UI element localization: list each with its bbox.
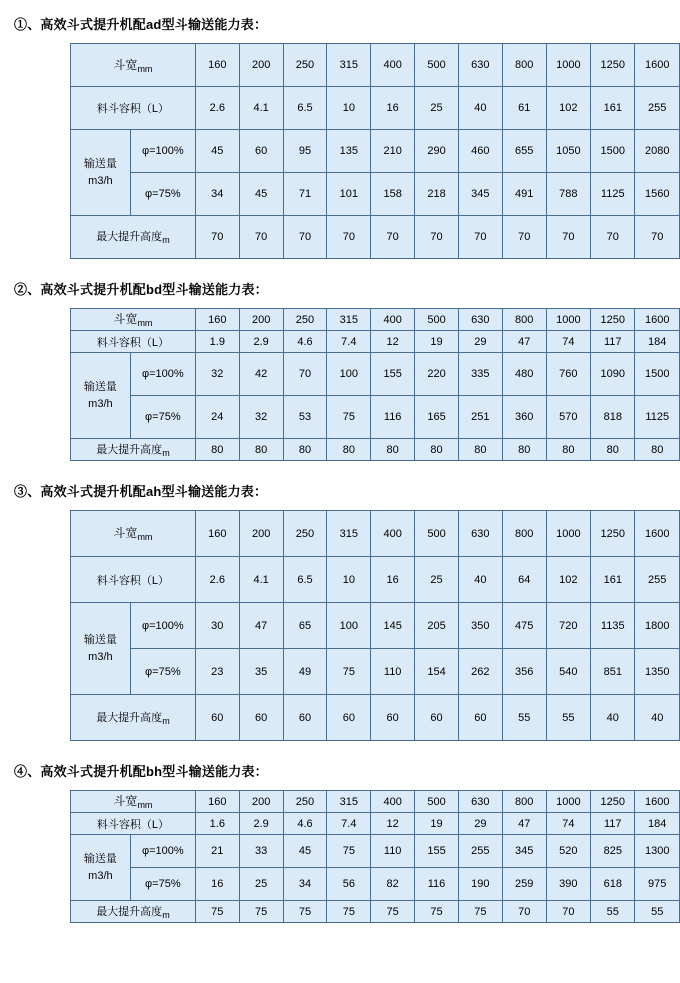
cell-height: 80 (371, 439, 415, 461)
capacity-table-ah (70, 510, 680, 741)
cell-phi75: 345 (458, 173, 502, 216)
row-label-throughput: 输送量 m3/h (71, 603, 131, 695)
cell-width: 800 (502, 44, 546, 87)
cell-width: 630 (458, 44, 502, 87)
cell-phi100: 825 (591, 835, 635, 868)
cell-width: 315 (327, 511, 371, 557)
cell-phi75: 82 (371, 868, 415, 901)
cell-width: 630 (458, 309, 502, 331)
cell-width: 1250 (591, 309, 635, 331)
cell-phi100: 220 (415, 353, 459, 396)
cell-phi75: 25 (239, 868, 283, 901)
cell-width: 500 (415, 791, 459, 813)
cell-phi100: 47 (239, 603, 283, 649)
cell-phi75: 1560 (635, 173, 680, 216)
cell-width: 250 (283, 44, 327, 87)
cell-phi100: 1090 (591, 353, 635, 396)
table-row-phi100 (71, 835, 680, 868)
cell-phi100: 460 (458, 130, 502, 173)
table-row-height (71, 901, 680, 923)
cell-phi100: 1050 (546, 130, 590, 173)
cell-volume: 40 (458, 557, 502, 603)
section-title-bd: ②、高效斗式提升机配bd型斗输送能力表： (14, 282, 268, 297)
cell-volume: 64 (502, 557, 546, 603)
cell-volume: 4.1 (239, 557, 283, 603)
cell-phi100: 350 (458, 603, 502, 649)
cell-width: 200 (239, 44, 283, 87)
cell-height: 75 (327, 901, 371, 923)
cell-phi75: 158 (371, 173, 415, 216)
cell-volume: 4.6 (283, 813, 327, 835)
cell-volume: 102 (546, 87, 590, 130)
cell-width: 200 (239, 309, 283, 331)
cell-phi75: 116 (415, 868, 459, 901)
cell-phi100: 720 (546, 603, 590, 649)
cell-phi75: 34 (283, 868, 327, 901)
row-label-width: 斗宽$_{mm}$ (71, 791, 196, 813)
cell-height: 70 (546, 901, 590, 923)
section-title-ad: ①、高效斗式提升机配ad型斗输送能力表： (14, 17, 268, 32)
cell-phi100: 42 (239, 353, 283, 396)
cell-phi75: 788 (546, 173, 590, 216)
table-row-width (71, 511, 680, 557)
cell-phi75: 356 (502, 649, 546, 695)
cell-phi100: 480 (502, 353, 546, 396)
cell-volume: 255 (635, 557, 680, 603)
cell-height: 40 (591, 695, 635, 741)
cell-phi100: 205 (415, 603, 459, 649)
cell-height: 60 (195, 695, 239, 741)
cell-phi100: 45 (283, 835, 327, 868)
cell-phi100: 95 (283, 130, 327, 173)
cell-phi100: 32 (195, 353, 239, 396)
row-label-phi100: φ=100% (130, 603, 195, 649)
cell-phi75: 165 (415, 396, 459, 439)
cell-phi75: 16 (195, 868, 239, 901)
cell-height: 60 (371, 695, 415, 741)
cell-phi75: 23 (195, 649, 239, 695)
cell-phi75: 1350 (635, 649, 680, 695)
cell-height: 80 (195, 439, 239, 461)
cell-width: 1000 (546, 791, 590, 813)
cell-width: 200 (239, 511, 283, 557)
cell-width: 315 (327, 44, 371, 87)
cell-width: 250 (283, 791, 327, 813)
cell-volume: 2.9 (239, 331, 283, 353)
row-label-phi75: φ=75% (130, 396, 195, 439)
cell-width: 160 (195, 44, 239, 87)
cell-height: 60 (327, 695, 371, 741)
cell-phi75: 251 (458, 396, 502, 439)
cell-width: 1250 (591, 791, 635, 813)
cell-height: 70 (195, 216, 239, 259)
cell-phi75: 818 (591, 396, 635, 439)
cell-phi75: 34 (195, 173, 239, 216)
cell-phi75: 110 (371, 649, 415, 695)
cell-height: 60 (239, 695, 283, 741)
cell-width: 800 (502, 511, 546, 557)
section-bd (0, 279, 680, 461)
cell-width: 160 (195, 791, 239, 813)
cell-volume: 2.9 (239, 813, 283, 835)
cell-volume: 25 (415, 557, 459, 603)
cell-width: 250 (283, 309, 327, 331)
table-wrap-bd (70, 308, 680, 461)
table-row-height (71, 216, 680, 259)
cell-volume: 25 (415, 87, 459, 130)
cell-width: 500 (415, 511, 459, 557)
cell-height: 70 (502, 216, 546, 259)
table-row-phi100 (71, 603, 680, 649)
cell-phi100: 45 (195, 130, 239, 173)
cell-width: 500 (415, 309, 459, 331)
cell-phi100: 520 (546, 835, 590, 868)
cell-phi75: 53 (283, 396, 327, 439)
cell-phi75: 49 (283, 649, 327, 695)
table-row-volume (71, 557, 680, 603)
cell-height: 40 (635, 695, 680, 741)
cell-height: 60 (458, 695, 502, 741)
cell-height: 55 (546, 695, 590, 741)
cell-height: 70 (371, 216, 415, 259)
cell-height: 75 (371, 901, 415, 923)
cell-height: 55 (591, 901, 635, 923)
cell-height: 70 (327, 216, 371, 259)
cell-volume: 12 (371, 331, 415, 353)
row-label-phi100: φ=100% (130, 130, 195, 173)
cell-phi75: 71 (283, 173, 327, 216)
cell-phi100: 1500 (635, 353, 680, 396)
cell-width: 400 (371, 44, 415, 87)
cell-phi100: 155 (415, 835, 459, 868)
cell-width: 800 (502, 791, 546, 813)
row-label-throughput: 输送量 m3/h (71, 130, 131, 216)
cell-phi75: 218 (415, 173, 459, 216)
cell-volume: 117 (591, 331, 635, 353)
cell-height: 80 (283, 439, 327, 461)
cell-height: 80 (591, 439, 635, 461)
cell-height: 80 (635, 439, 680, 461)
cell-width: 250 (283, 511, 327, 557)
cell-volume: 6.5 (283, 557, 327, 603)
cell-phi100: 135 (327, 130, 371, 173)
cell-phi100: 760 (546, 353, 590, 396)
cell-phi75: 491 (502, 173, 546, 216)
table-wrap-ad (70, 43, 680, 259)
cell-phi100: 70 (283, 353, 327, 396)
row-label-width: 斗宽$_{mm}$ (71, 309, 196, 331)
table-wrap-ah (70, 510, 680, 741)
cell-volume: 2.6 (195, 557, 239, 603)
cell-phi75: 56 (327, 868, 371, 901)
cell-height: 75 (239, 901, 283, 923)
cell-height: 80 (415, 439, 459, 461)
section-ad (0, 14, 680, 259)
cell-width: 200 (239, 791, 283, 813)
row-label-height: 最大提升高度$_m$ (71, 695, 196, 741)
row-label-phi75: φ=75% (130, 173, 195, 216)
cell-width: 160 (195, 511, 239, 557)
table-row-phi75 (71, 868, 680, 901)
row-label-phi75: φ=75% (130, 649, 195, 695)
cell-volume: 7.4 (327, 331, 371, 353)
table-row-height (71, 695, 680, 741)
cell-phi75: 262 (458, 649, 502, 695)
cell-width: 1000 (546, 309, 590, 331)
section-title-ah: ③、高效斗式提升机配ah型斗输送能力表： (14, 484, 268, 499)
cell-volume: 1.9 (195, 331, 239, 353)
cell-height: 75 (195, 901, 239, 923)
cell-phi75: 360 (502, 396, 546, 439)
cell-width: 630 (458, 791, 502, 813)
cell-volume: 6.5 (283, 87, 327, 130)
cell-volume: 4.6 (283, 331, 327, 353)
section-ah (0, 481, 680, 741)
cell-phi100: 60 (239, 130, 283, 173)
spacer (0, 263, 680, 279)
cell-width: 800 (502, 309, 546, 331)
cell-volume: 12 (371, 813, 415, 835)
cell-phi100: 30 (195, 603, 239, 649)
cell-volume: 1.6 (195, 813, 239, 835)
cell-phi100: 145 (371, 603, 415, 649)
cell-height: 80 (327, 439, 371, 461)
table-row-height (71, 439, 680, 461)
cell-phi75: 1125 (635, 396, 680, 439)
cell-width: 400 (371, 511, 415, 557)
cell-phi100: 345 (502, 835, 546, 868)
row-label-volume: 料斗容积（L） (71, 331, 196, 353)
cell-phi100: 1500 (591, 130, 635, 173)
spacer (0, 465, 680, 481)
cell-volume: 47 (502, 813, 546, 835)
cell-height: 80 (546, 439, 590, 461)
cell-volume: 16 (371, 557, 415, 603)
cell-volume: 10 (327, 87, 371, 130)
section-bh (0, 761, 680, 923)
cell-height: 70 (239, 216, 283, 259)
table-row-phi75 (71, 173, 680, 216)
row-label-throughput: 输送量 m3/h (71, 835, 131, 901)
capacity-table-bd (70, 308, 680, 461)
table-row-width (71, 791, 680, 813)
cell-width: 630 (458, 511, 502, 557)
table-row-volume (71, 87, 680, 130)
cell-height: 70 (283, 216, 327, 259)
row-label-phi100: φ=100% (130, 835, 195, 868)
row-label-height: 最大提升高度$_m$ (71, 439, 196, 461)
cell-width: 400 (371, 309, 415, 331)
cell-phi75: 570 (546, 396, 590, 439)
cell-height: 75 (458, 901, 502, 923)
cell-volume: 161 (591, 87, 635, 130)
cell-phi100: 290 (415, 130, 459, 173)
table-row-phi75 (71, 396, 680, 439)
cell-width: 1600 (635, 511, 680, 557)
cell-width: 1250 (591, 44, 635, 87)
cell-height: 70 (502, 901, 546, 923)
capacity-table-bh (70, 790, 680, 923)
cell-height: 70 (635, 216, 680, 259)
cell-phi75: 32 (239, 396, 283, 439)
cell-volume: 47 (502, 331, 546, 353)
table-row-phi100 (71, 353, 680, 396)
cell-height: 70 (591, 216, 635, 259)
cell-volume: 10 (327, 557, 371, 603)
table-row-volume (71, 813, 680, 835)
cell-phi75: 190 (458, 868, 502, 901)
cell-phi100: 100 (327, 603, 371, 649)
cell-phi100: 75 (327, 835, 371, 868)
cell-height: 75 (415, 901, 459, 923)
cell-height: 55 (635, 901, 680, 923)
cell-volume: 255 (635, 87, 680, 130)
cell-volume: 40 (458, 87, 502, 130)
cell-phi100: 210 (371, 130, 415, 173)
cell-width: 500 (415, 44, 459, 87)
cell-phi100: 1800 (635, 603, 680, 649)
capacity-table-ad (70, 43, 680, 259)
cell-phi75: 75 (327, 649, 371, 695)
row-label-volume: 料斗容积（L） (71, 813, 196, 835)
cell-volume: 61 (502, 87, 546, 130)
table-row-width (71, 309, 680, 331)
cell-height: 55 (502, 695, 546, 741)
cell-height: 70 (546, 216, 590, 259)
cell-height: 60 (415, 695, 459, 741)
cell-height: 80 (502, 439, 546, 461)
cell-width: 1250 (591, 511, 635, 557)
cell-volume: 19 (415, 813, 459, 835)
cell-volume: 7.4 (327, 813, 371, 835)
cell-width: 315 (327, 309, 371, 331)
cell-width: 400 (371, 791, 415, 813)
cell-phi75: 24 (195, 396, 239, 439)
cell-volume: 161 (591, 557, 635, 603)
cell-width: 1000 (546, 511, 590, 557)
cell-phi75: 975 (635, 868, 680, 901)
cell-phi75: 154 (415, 649, 459, 695)
table-row-width (71, 44, 680, 87)
cell-height: 80 (239, 439, 283, 461)
spacer (0, 745, 680, 761)
cell-phi75: 259 (502, 868, 546, 901)
cell-phi100: 255 (458, 835, 502, 868)
cell-height: 70 (415, 216, 459, 259)
cell-phi75: 45 (239, 173, 283, 216)
cell-volume: 184 (635, 331, 680, 353)
cell-phi100: 100 (327, 353, 371, 396)
cell-phi100: 65 (283, 603, 327, 649)
cell-phi75: 101 (327, 173, 371, 216)
cell-phi100: 33 (239, 835, 283, 868)
cell-volume: 16 (371, 87, 415, 130)
cell-phi75: 116 (371, 396, 415, 439)
cell-phi75: 75 (327, 396, 371, 439)
cell-width: 1600 (635, 309, 680, 331)
cell-height: 70 (458, 216, 502, 259)
cell-volume: 4.1 (239, 87, 283, 130)
cell-volume: 19 (415, 331, 459, 353)
row-label-throughput: 输送量 m3/h (71, 353, 131, 439)
row-label-volume: 料斗容积（L） (71, 557, 196, 603)
row-label-width: 斗宽$_{mm}$ (71, 44, 196, 87)
cell-volume: 74 (546, 331, 590, 353)
cell-volume: 102 (546, 557, 590, 603)
cell-phi100: 2080 (635, 130, 680, 173)
cell-phi100: 155 (371, 353, 415, 396)
cell-phi100: 21 (195, 835, 239, 868)
cell-phi75: 851 (591, 649, 635, 695)
cell-volume: 29 (458, 813, 502, 835)
cell-phi75: 618 (591, 868, 635, 901)
row-label-height: 最大提升高度$_m$ (71, 901, 196, 923)
cell-volume: 2.6 (195, 87, 239, 130)
cell-width: 315 (327, 791, 371, 813)
cell-volume: 29 (458, 331, 502, 353)
cell-volume: 184 (635, 813, 680, 835)
cell-phi75: 35 (239, 649, 283, 695)
row-label-phi75: φ=75% (130, 868, 195, 901)
row-label-phi100: φ=100% (130, 353, 195, 396)
cell-phi100: 1135 (591, 603, 635, 649)
cell-height: 60 (283, 695, 327, 741)
cell-width: 160 (195, 309, 239, 331)
cell-phi100: 475 (502, 603, 546, 649)
row-label-volume: 料斗容积（L） (71, 87, 196, 130)
cell-phi100: 1300 (635, 835, 680, 868)
cell-width: 1000 (546, 44, 590, 87)
cell-phi100: 110 (371, 835, 415, 868)
table-row-volume (71, 331, 680, 353)
table-row-phi100 (71, 130, 680, 173)
section-title-bh: ④、高效斗式提升机配bh型斗输送能力表： (14, 764, 268, 779)
cell-volume: 74 (546, 813, 590, 835)
cell-phi75: 1125 (591, 173, 635, 216)
cell-phi100: 655 (502, 130, 546, 173)
cell-height: 75 (283, 901, 327, 923)
cell-phi75: 390 (546, 868, 590, 901)
table-row-phi75 (71, 649, 680, 695)
cell-width: 1600 (635, 791, 680, 813)
table-wrap-bh (70, 790, 680, 923)
cell-phi100: 335 (458, 353, 502, 396)
cell-height: 80 (458, 439, 502, 461)
cell-volume: 117 (591, 813, 635, 835)
cell-width: 1600 (635, 44, 680, 87)
row-label-height: 最大提升高度$_m$ (71, 216, 196, 259)
cell-phi75: 540 (546, 649, 590, 695)
row-label-width: 斗宽$_{mm}$ (71, 511, 196, 557)
